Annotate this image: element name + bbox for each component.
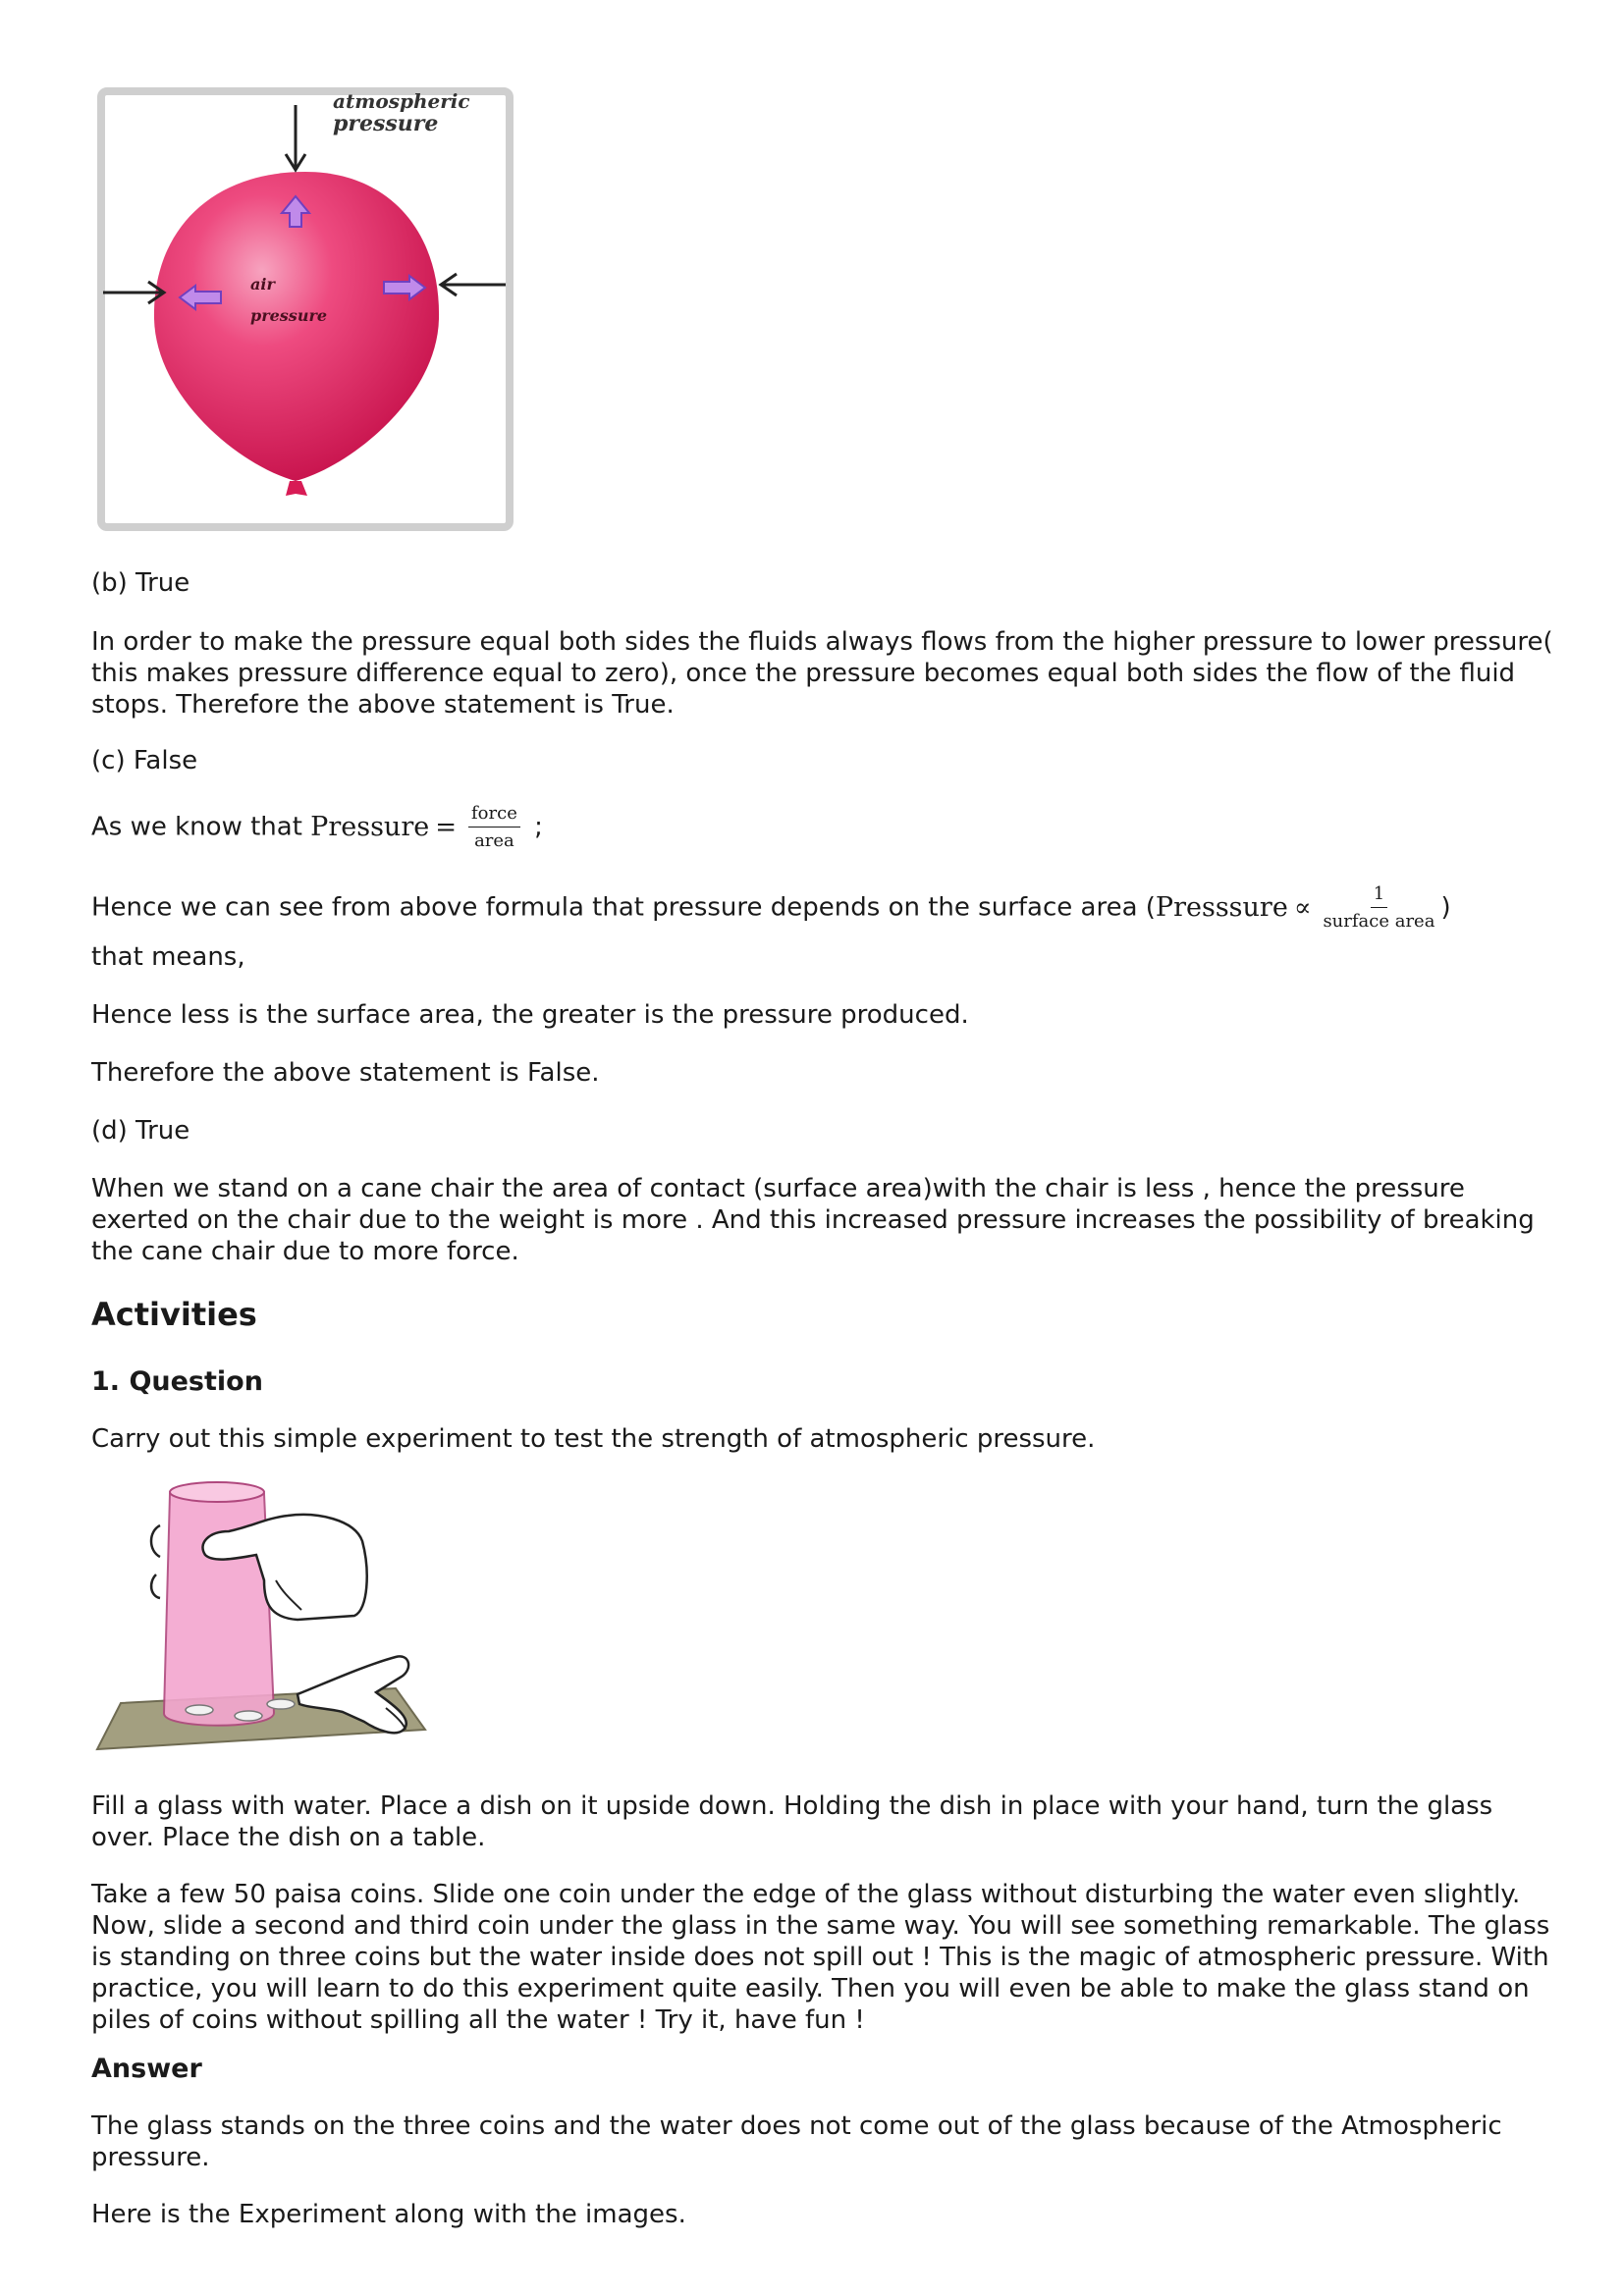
coin-3 [267, 1699, 295, 1709]
hence-formula-line [91, 883, 1554, 933]
proportionality-formula [1156, 883, 1441, 933]
label-atmospheric: atmospheric [333, 89, 470, 113]
answer-c-label: (c) False [91, 746, 198, 775]
pressure-formula [310, 803, 526, 852]
answer-c-line2: Hence less is the surface area, the greater is the pressure produced. [91, 1000, 969, 1030]
formula-word: Pressure [310, 812, 430, 842]
formula-fraction [468, 803, 520, 852]
hence-text: Hence we can see from above formula that pressure depends on the surface area ( [91, 892, 1156, 923]
that-means-text: that means, [91, 942, 245, 972]
prop-sign: ∝ [1293, 893, 1312, 923]
glass-body [164, 1485, 274, 1726]
answer-b-paragraph: In order to make the pressure equal both sides the fluids always flows from the higher pressure to lower pressure( this makes pressure difference equal to zero), once the pressure becomes equal both sides the flow of the fluid stops. Therefore the above statement is True. [91, 627, 1553, 720]
label-pressure: pressure [333, 111, 439, 136]
question-heading: 1. Question [91, 1366, 263, 1397]
answer-d-label: (d) True [91, 1116, 190, 1146]
formula-equals: = [435, 813, 458, 842]
answer-paragraph-1: The glass stands on the three coins and the water does not come out of the glass because of the Atmospheric pressure. [91, 2111, 1502, 2172]
coin-2 [235, 1711, 262, 1721]
formula-numerator: force [468, 803, 520, 828]
question-text: Carry out this simple experiment to test the strength of atmospheric pressure. [91, 1424, 1096, 1454]
prop-denominator: surface area [1323, 911, 1435, 932]
answer-paragraph-2: Here is the Experiment along with the images. [91, 2200, 686, 2229]
prop-numerator: 1 [1371, 883, 1387, 908]
experiment-paragraph-1: Fill a glass with water. Place a dish on it upside down. Holding the dish in place with your hand, turn the glass over. Place the dish on a table. [91, 1791, 1493, 1852]
formula-tail: ; [534, 812, 543, 842]
label-air: air [250, 275, 275, 294]
pressure-formula-line [91, 803, 1554, 852]
answer-b-label: (b) True [91, 568, 190, 598]
answer-d-paragraph: When we stand on a cane chair the area of contact (surface area)with the chair is less , hence the pressure exerted on the chair due to the weight is more . And this increased pressure increases the possibility of breaking the cane chair due to more force. [91, 1174, 1535, 1266]
label-air-pressure: pressure [250, 306, 328, 325]
prop-close: ) [1440, 892, 1451, 923]
formula-lead-text: As we know that [91, 812, 302, 842]
prop-fraction [1323, 883, 1434, 933]
prop-word: Presssure [1155, 892, 1288, 923]
left-thumb [151, 1525, 160, 1557]
glass-experiment-figure [91, 1472, 445, 1767]
answer-heading: Answer [91, 2054, 202, 2084]
balloon-pressure-figure [93, 83, 517, 535]
formula-denominator: area [474, 830, 514, 851]
coin-1 [186, 1705, 213, 1715]
answer-c-line3: Therefore the above statement is False. [91, 1058, 600, 1088]
activities-heading: Activities [91, 1296, 257, 1333]
experiment-paragraph-2: Take a few 50 paisa coins. Slide one coin under the edge of the glass without disturbing the water even slightly. Now, slide a second and third coin under the glass in the same way. You will see something remarkable. The glass is standing on three coins but the water inside does not spill out ! This is the magic of atmospheric pressure. With practice, you will learn to do this experiment quite easily. Then you will even be able to make the glass stand on piles of coins without spilling all the water ! Try it, have fun ! [91, 1880, 1550, 2035]
